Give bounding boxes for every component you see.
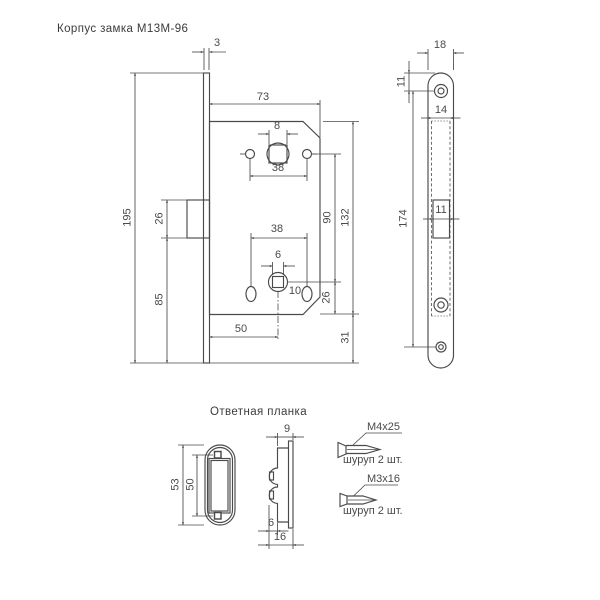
screw-hole-middle: [434, 298, 448, 312]
dim-plate-below-body: 31: [339, 331, 352, 344]
strike-opening-outer: [209, 459, 230, 514]
fix-hole-left: [246, 150, 255, 159]
fix-hole-right: [303, 150, 312, 159]
dim-latch-height: 26: [153, 212, 166, 225]
dim-plate-below-latch: 85: [153, 293, 166, 306]
lock-body-side-view: [187, 73, 320, 363]
dim-top-hole-offset: 11: [395, 75, 408, 88]
dim-square-bottom: 6: [274, 249, 282, 261]
screw-hole-bottom: [436, 342, 446, 352]
dim-strike-total-depth: 16: [273, 531, 287, 543]
dim-body-width: 73: [256, 91, 270, 103]
strike-side-box: [269, 448, 288, 522]
screw-1-qty-label: шуруп 2 шт.: [343, 454, 403, 466]
strike-tab-top: [215, 452, 222, 459]
strike-side-plate: [289, 441, 294, 528]
dim-body-height: 132: [339, 208, 352, 227]
dim-screw-holes-distance: 174: [397, 209, 410, 228]
dim-slot-region-width: 14: [434, 104, 448, 116]
dim-plate-height: 195: [121, 208, 134, 227]
screw-2-qty-label: шуруп 2 шт.: [343, 505, 403, 517]
page-title: Корпус замка М13М-96: [57, 23, 189, 35]
faceplate-edge: [204, 73, 210, 363]
oval-hole-left: [246, 287, 256, 302]
dim-strike-outer-height: 53: [169, 478, 182, 491]
dim-square-top: 8: [273, 120, 281, 132]
dim-strike-plate-depth: 9: [283, 423, 291, 435]
dim-latch-slot-width: 11: [435, 204, 447, 216]
dim-backset: 50: [234, 323, 248, 335]
dim-bottom-axis-to-edge: 26: [320, 291, 333, 304]
dim-top-holes-spacing: 38: [271, 162, 285, 174]
screw-2-leader: [353, 485, 398, 497]
screws-illustration: [338, 433, 402, 507]
screw-2-size-label: М3х16: [367, 473, 401, 485]
dim-strike-tab-depth: 6: [267, 517, 275, 529]
dim-axes-distance: 90: [321, 211, 334, 224]
strike-plate-title: Ответная планка: [210, 406, 308, 418]
dim-faceplate-width: 18: [433, 39, 447, 51]
screw-1-size-label: М4х25: [367, 421, 401, 433]
dim-plate-thickness: 3: [213, 37, 221, 49]
spindle-square-top: [269, 145, 287, 163]
strike-opening-inner: [211, 461, 228, 512]
dim-oval-hole-width: 10: [288, 285, 302, 297]
dim-bottom-holes-spacing: 38: [270, 223, 284, 235]
strike-tab-bottom: [215, 513, 222, 520]
dim-strike-inner-height: 50: [184, 478, 197, 491]
screw-hole-top: [435, 85, 448, 98]
latch-bolt: [187, 200, 210, 238]
screw-1-leader: [353, 433, 402, 445]
